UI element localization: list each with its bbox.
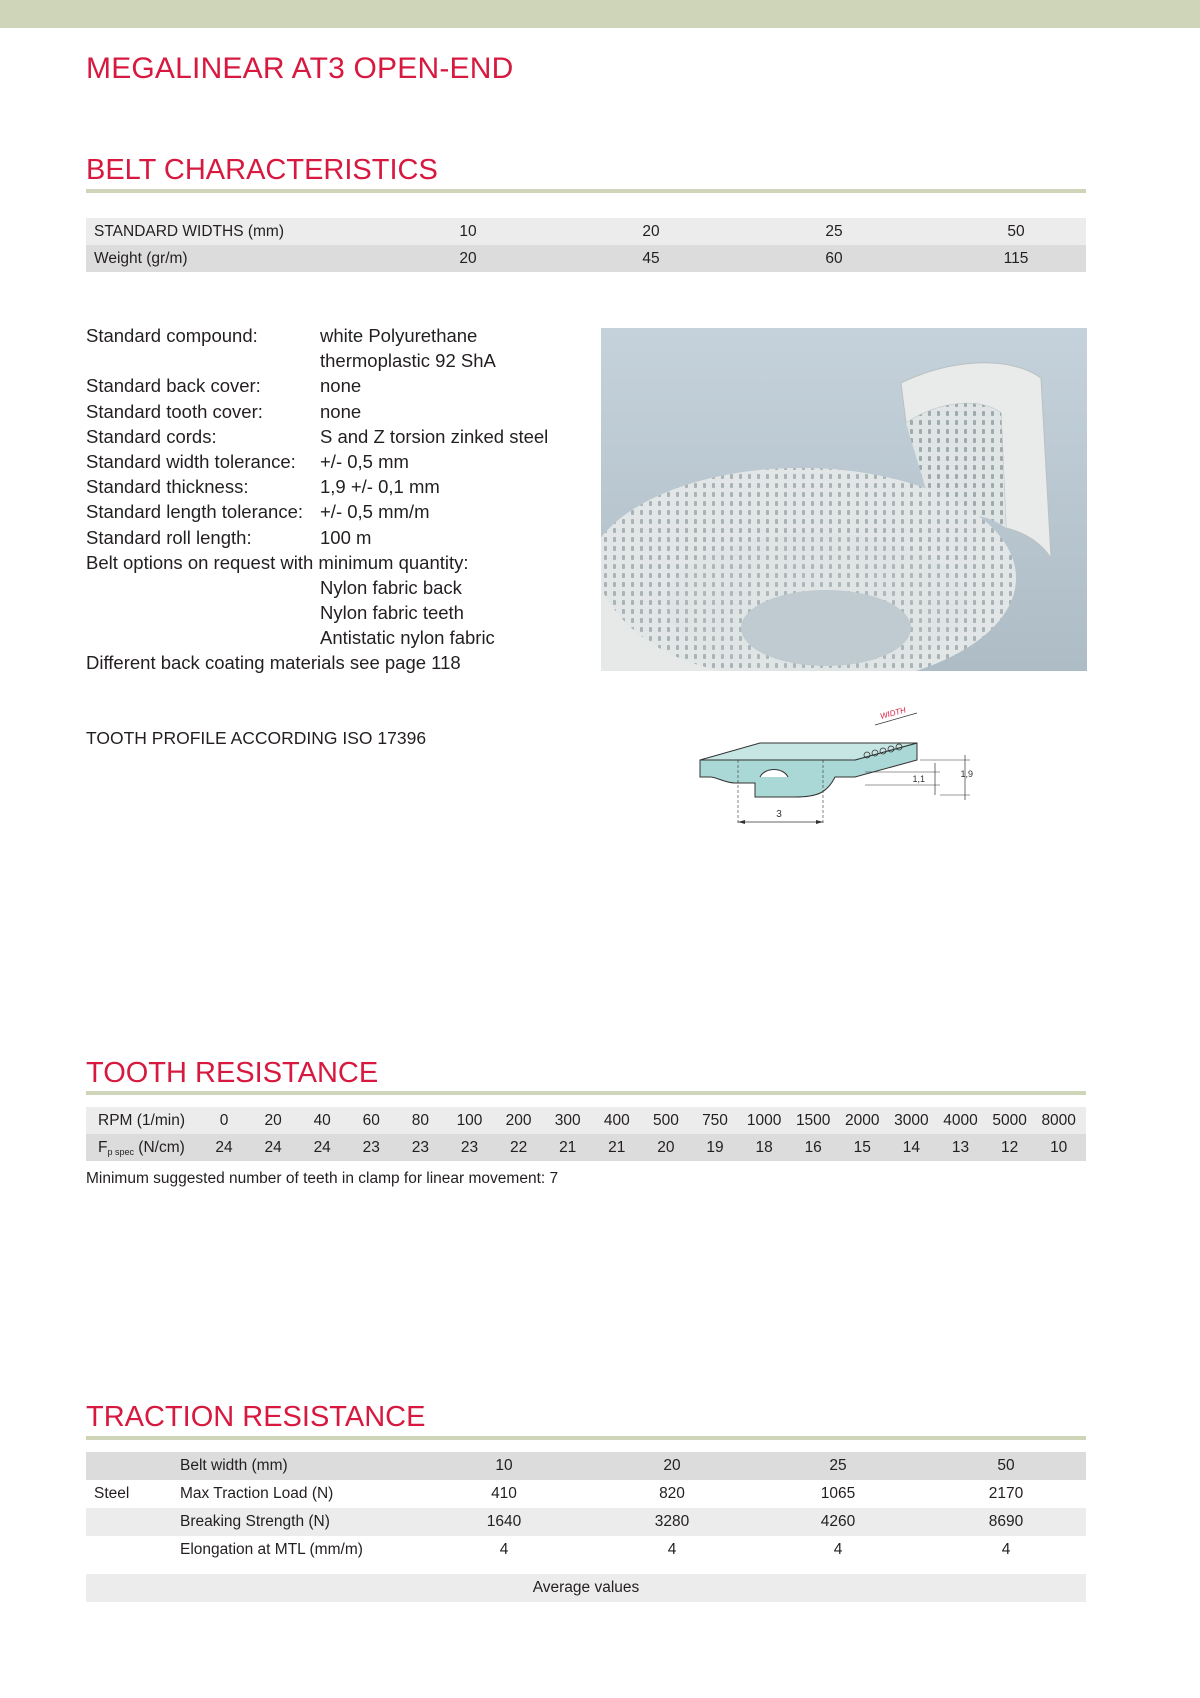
row-label: Weight (gr/m) (94, 250, 188, 267)
spec-label: Standard compound: (86, 325, 258, 346)
average-values-row (86, 1574, 1086, 1602)
traction-resistance-table (86, 1452, 1086, 1602)
force-value: 21 (608, 1139, 626, 1156)
weight-row (86, 245, 1086, 272)
rpm-value: 300 (554, 1112, 581, 1129)
spec-label: Belt options on request with minimum quantity: (86, 551, 469, 573)
thickness-dimension-label: 1,9 (960, 769, 973, 779)
row-label: STANDARD WIDTHS (mm) (94, 223, 284, 240)
tooth-height-dimension-label: 1,1 (912, 774, 925, 784)
spec-value: +/- 0,5 mm (320, 450, 409, 472)
value-cell: 4 (833, 1541, 843, 1558)
belt-characteristics-table (86, 218, 1086, 272)
rpm-value: 1000 (746, 1112, 782, 1129)
spec-label: Standard roll length: (86, 526, 252, 548)
force-value: 18 (755, 1139, 773, 1156)
value-cell: 115 (1003, 250, 1029, 267)
force-value: 15 (853, 1139, 871, 1156)
section-rule (86, 1436, 1086, 1440)
material-label: Steel (94, 1485, 130, 1502)
value-cell: 20 (642, 223, 660, 240)
value-cell: 50 (997, 1457, 1015, 1474)
section-rule (86, 189, 1086, 193)
value-cell: 4 (667, 1541, 677, 1558)
spec-value: S and Z torsion zinked steel (320, 425, 549, 447)
spec-label: Standard thickness: (86, 476, 249, 498)
rpm-value: 1500 (795, 1112, 831, 1129)
force-symbol: F (98, 1139, 108, 1156)
spec-value: white Polyurethane (320, 325, 478, 346)
rpm-value: 60 (362, 1112, 380, 1129)
rpm-value: 100 (456, 1112, 483, 1129)
spec-label: Standard tooth cover: (86, 400, 263, 422)
rpm-value: 400 (603, 1112, 630, 1129)
value-cell: 4260 (820, 1513, 856, 1530)
value-cell: 1065 (820, 1485, 856, 1502)
spec-value: none (320, 400, 362, 422)
pitch-dimension-label: 3 (776, 809, 782, 820)
top-color-band (0, 0, 1200, 28)
spec-value: 100 m (320, 526, 372, 548)
row-label: Breaking Strength (N) (180, 1513, 330, 1530)
value-cell: 2170 (988, 1485, 1024, 1502)
section-rule (86, 1091, 1086, 1095)
tooth-profile-caption: TOOTH PROFILE ACCORDING ISO 17396 (86, 728, 427, 748)
spec-value: Antistatic nylon fabric (320, 627, 495, 649)
force-value: 24 (264, 1139, 282, 1156)
average-values-label: Average values (532, 1579, 640, 1596)
row-label: Max Traction Load (N) (180, 1485, 334, 1502)
spec-value: none (320, 375, 362, 397)
force-value: 23 (362, 1139, 380, 1156)
rpm-value: 0 (219, 1112, 229, 1129)
spec-value: thermoplastic 92 ShA (320, 350, 496, 372)
value-cell: 8690 (988, 1513, 1024, 1530)
tooth-profile-diagram (695, 705, 975, 830)
page-title: MEGALINEAR AT3 OPEN-END (86, 52, 514, 85)
spec-label: Standard length tolerance: (86, 501, 304, 523)
value-cell: 10 (495, 1457, 513, 1474)
force-value: 16 (804, 1139, 822, 1156)
tooth-resistance-table (86, 1107, 1086, 1161)
belt-characteristics-title: BELT CHARACTERISTICS (86, 154, 438, 186)
value-cell: 3280 (654, 1513, 690, 1530)
force-value: 20 (657, 1139, 675, 1156)
force-subscript: p spec (107, 1147, 134, 1157)
rpm-value: 2000 (845, 1112, 880, 1129)
value-cell: 20 (459, 250, 477, 267)
force-value: 24 (313, 1139, 331, 1156)
force-row (86, 1134, 1086, 1161)
spec-label: Standard width tolerance: (86, 450, 296, 472)
width-dimension-label: WIDTH (879, 705, 907, 721)
force-value: 21 (559, 1139, 577, 1156)
spec-value: Nylon fabric teeth (320, 602, 464, 624)
row-label: Belt width (mm) (180, 1457, 288, 1474)
value-cell: 4 (499, 1541, 509, 1558)
value-cell: 50 (1007, 223, 1025, 240)
force-value: 19 (706, 1139, 724, 1156)
rpm-value: 3000 (894, 1112, 929, 1129)
force-value: 13 (951, 1139, 970, 1156)
force-value: 24 (215, 1139, 233, 1156)
belt-roll-photo (601, 328, 1087, 671)
value-cell: 1640 (486, 1513, 522, 1530)
value-cell: 60 (825, 250, 843, 267)
rpm-value: 80 (411, 1112, 430, 1129)
spec-label: Different back coating materials see page 118 (86, 652, 461, 674)
value-cell: 10 (459, 223, 477, 240)
rpm-value: 40 (313, 1112, 331, 1129)
value-cell: 25 (829, 1457, 847, 1474)
max-traction-load-row (86, 1480, 1086, 1508)
clamp-teeth-note: Minimum suggested number of teeth in clamp for linear movement: 7 (86, 1170, 559, 1187)
spacer-row (86, 1564, 1086, 1574)
force-value: 23 (460, 1139, 479, 1156)
force-value: 22 (509, 1139, 528, 1156)
spec-label: Standard cords: (86, 425, 217, 447)
rpm-value: 5000 (992, 1112, 1027, 1129)
rpm-label: RPM (1/min) (98, 1112, 185, 1129)
traction-resistance-title: TRACTION RESISTANCE (86, 1401, 426, 1433)
value-cell: 45 (642, 250, 660, 267)
rpm-row (86, 1107, 1086, 1134)
belt-width-row (86, 1452, 1086, 1480)
rpm-value: 200 (505, 1112, 532, 1129)
rpm-value: 4000 (943, 1112, 978, 1129)
value-cell: 820 (659, 1485, 685, 1502)
value-cell: 410 (491, 1485, 517, 1502)
value-cell: 4 (1001, 1541, 1011, 1558)
spec-value: +/- 0,5 mm/m (320, 501, 430, 523)
standard-widths-row (86, 218, 1086, 245)
spec-value: 1,9 +/- 0,1 mm (320, 476, 440, 498)
force-value: 10 (1050, 1139, 1068, 1156)
force-unit: (N/cm) (134, 1139, 185, 1156)
rpm-value: 8000 (1041, 1112, 1076, 1129)
elongation-row (86, 1536, 1086, 1564)
row-label: Elongation at MTL (mm/m) (180, 1541, 363, 1558)
rpm-value: 750 (702, 1112, 728, 1129)
rpm-value: 20 (264, 1112, 282, 1129)
spec-label: Standard back cover: (86, 375, 261, 397)
force-value: 23 (411, 1139, 430, 1156)
force-value: 12 (1000, 1139, 1019, 1156)
value-cell: 20 (663, 1457, 681, 1474)
rpm-value: 500 (652, 1112, 679, 1129)
tooth-resistance-title: TOOTH RESISTANCE (86, 1057, 379, 1089)
value-cell: 25 (825, 223, 843, 240)
force-value: 14 (902, 1139, 921, 1156)
force-label (98, 1134, 185, 1166)
spec-value: Nylon fabric back (320, 576, 462, 598)
breaking-strength-row (86, 1508, 1086, 1536)
